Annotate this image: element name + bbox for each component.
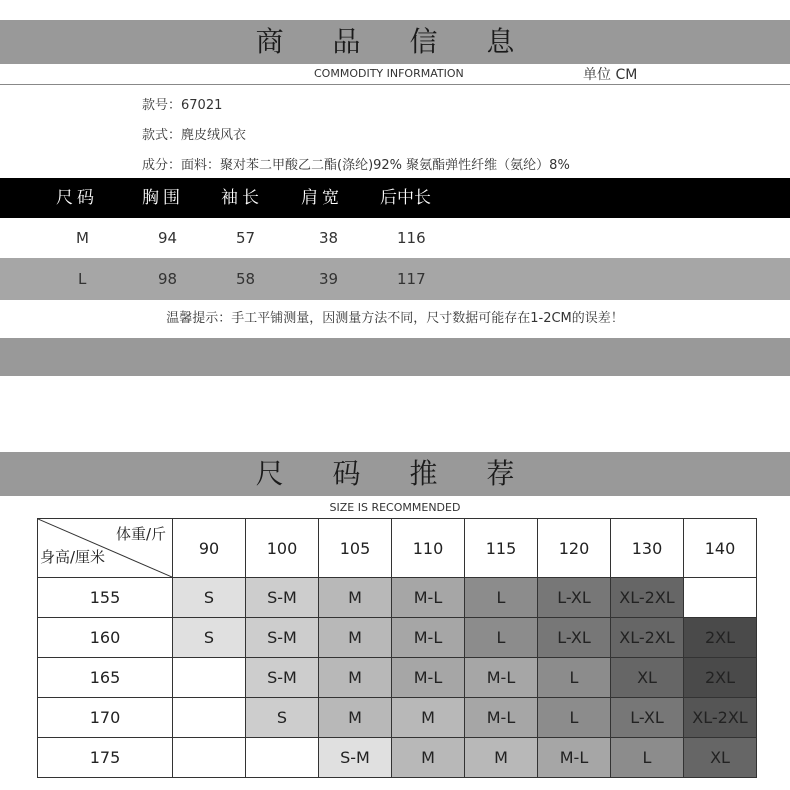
commodity-title: 商 品 信 息 [0,20,790,64]
size-cell [684,578,757,618]
size-cell: M-L [392,658,465,698]
size-cell: 2XL [684,618,757,658]
table-row [0,218,790,258]
size-cell: S-M [246,658,319,698]
header-length: 后中长 [380,188,431,208]
cell-size: M [76,229,89,247]
size-cell: L-XL [538,618,611,658]
header-sleeve: 袖长 [221,188,263,208]
size-cell: S [173,578,246,618]
height-cell: 155 [38,578,173,618]
footer-band [0,338,790,376]
header-chest: 胸围 [142,188,184,208]
size-cell: L [465,618,538,658]
size-cell: S-M [246,578,319,618]
cell-length: 117 [397,270,426,288]
table-corner [38,519,173,578]
size-cell: M [319,658,392,698]
size-cell [173,658,246,698]
size-cell: 2XL [684,658,757,698]
height-cell: 160 [38,618,173,658]
size-cell: M [319,698,392,738]
size-cell: M-L [465,698,538,738]
composition: 成分：面料：聚对苯二甲酸乙二酯(涤纶)92% 聚氨酯弹性纤维（氨纶）8% [142,158,570,173]
size-cell: L [465,578,538,618]
weight-header: 105 [319,519,392,578]
size-cell: M-L [538,738,611,778]
height-label: 身高/厘米 [40,548,106,566]
size-cell: M-L [465,658,538,698]
weight-header: 100 [246,519,319,578]
size-cell: S-M [246,618,319,658]
size-cell: M [319,618,392,658]
size-cell: S-M [319,738,392,778]
unit-label: 单位 CM [583,67,638,83]
cell-size: L [78,270,87,288]
size-cell: L [538,698,611,738]
size-cell: M-L [392,618,465,658]
divider [0,84,790,85]
size-cell: XL [611,658,684,698]
size-recommend-table [37,518,757,778]
cell-chest: 98 [158,270,178,288]
size-cell [246,738,319,778]
size-cell: XL-2XL [611,578,684,618]
weight-header: 110 [392,519,465,578]
height-cell: 170 [38,698,173,738]
header-size: 尺码 [56,188,98,208]
weight-header: 115 [465,519,538,578]
weight-header: 120 [538,519,611,578]
size-table-header [0,178,790,218]
size-cell: L [611,738,684,778]
size-cell: XL [684,738,757,778]
recommend-title: 尺 码 推 荐 [0,452,790,496]
commodity-subtitle: COMMODITY INFORMATION [314,67,464,80]
cell-chest: 94 [158,229,178,247]
size-cell: M [392,698,465,738]
style-name: 款式：麂皮绒风衣 [142,128,247,143]
header-shoulder: 肩宽 [301,188,343,208]
weight-header: 130 [611,519,684,578]
height-cell: 165 [38,658,173,698]
size-cell: S [173,618,246,658]
size-cell: M [392,738,465,778]
weight-header: 90 [173,519,246,578]
table-row [0,258,790,300]
size-cell: L [538,658,611,698]
style-number: 款号：67021 [142,98,223,113]
size-cell: M [319,578,392,618]
cell-length: 116 [397,229,426,247]
size-cell: XL-2XL [684,698,757,738]
cell-sleeve: 57 [236,229,256,247]
cell-shoulder: 39 [319,270,339,288]
recommend-subtitle: SIZE IS RECOMMENDED [329,501,461,514]
height-cell: 175 [38,738,173,778]
size-cell [173,698,246,738]
size-cell: L-XL [611,698,684,738]
size-cell: XL-2XL [611,618,684,658]
size-cell [173,738,246,778]
cell-sleeve: 58 [236,270,256,288]
measurement-tip: 温馨提示：手工平铺测量，因测量方法不同，尺寸数据可能存在1-2CM的误差！ [166,311,624,326]
size-cell: M [465,738,538,778]
weight-label: 体重/斤 [115,525,166,543]
weight-header: 140 [684,519,757,578]
size-cell: S [246,698,319,738]
cell-shoulder: 38 [319,229,339,247]
size-cell: M-L [392,578,465,618]
size-cell: L-XL [538,578,611,618]
